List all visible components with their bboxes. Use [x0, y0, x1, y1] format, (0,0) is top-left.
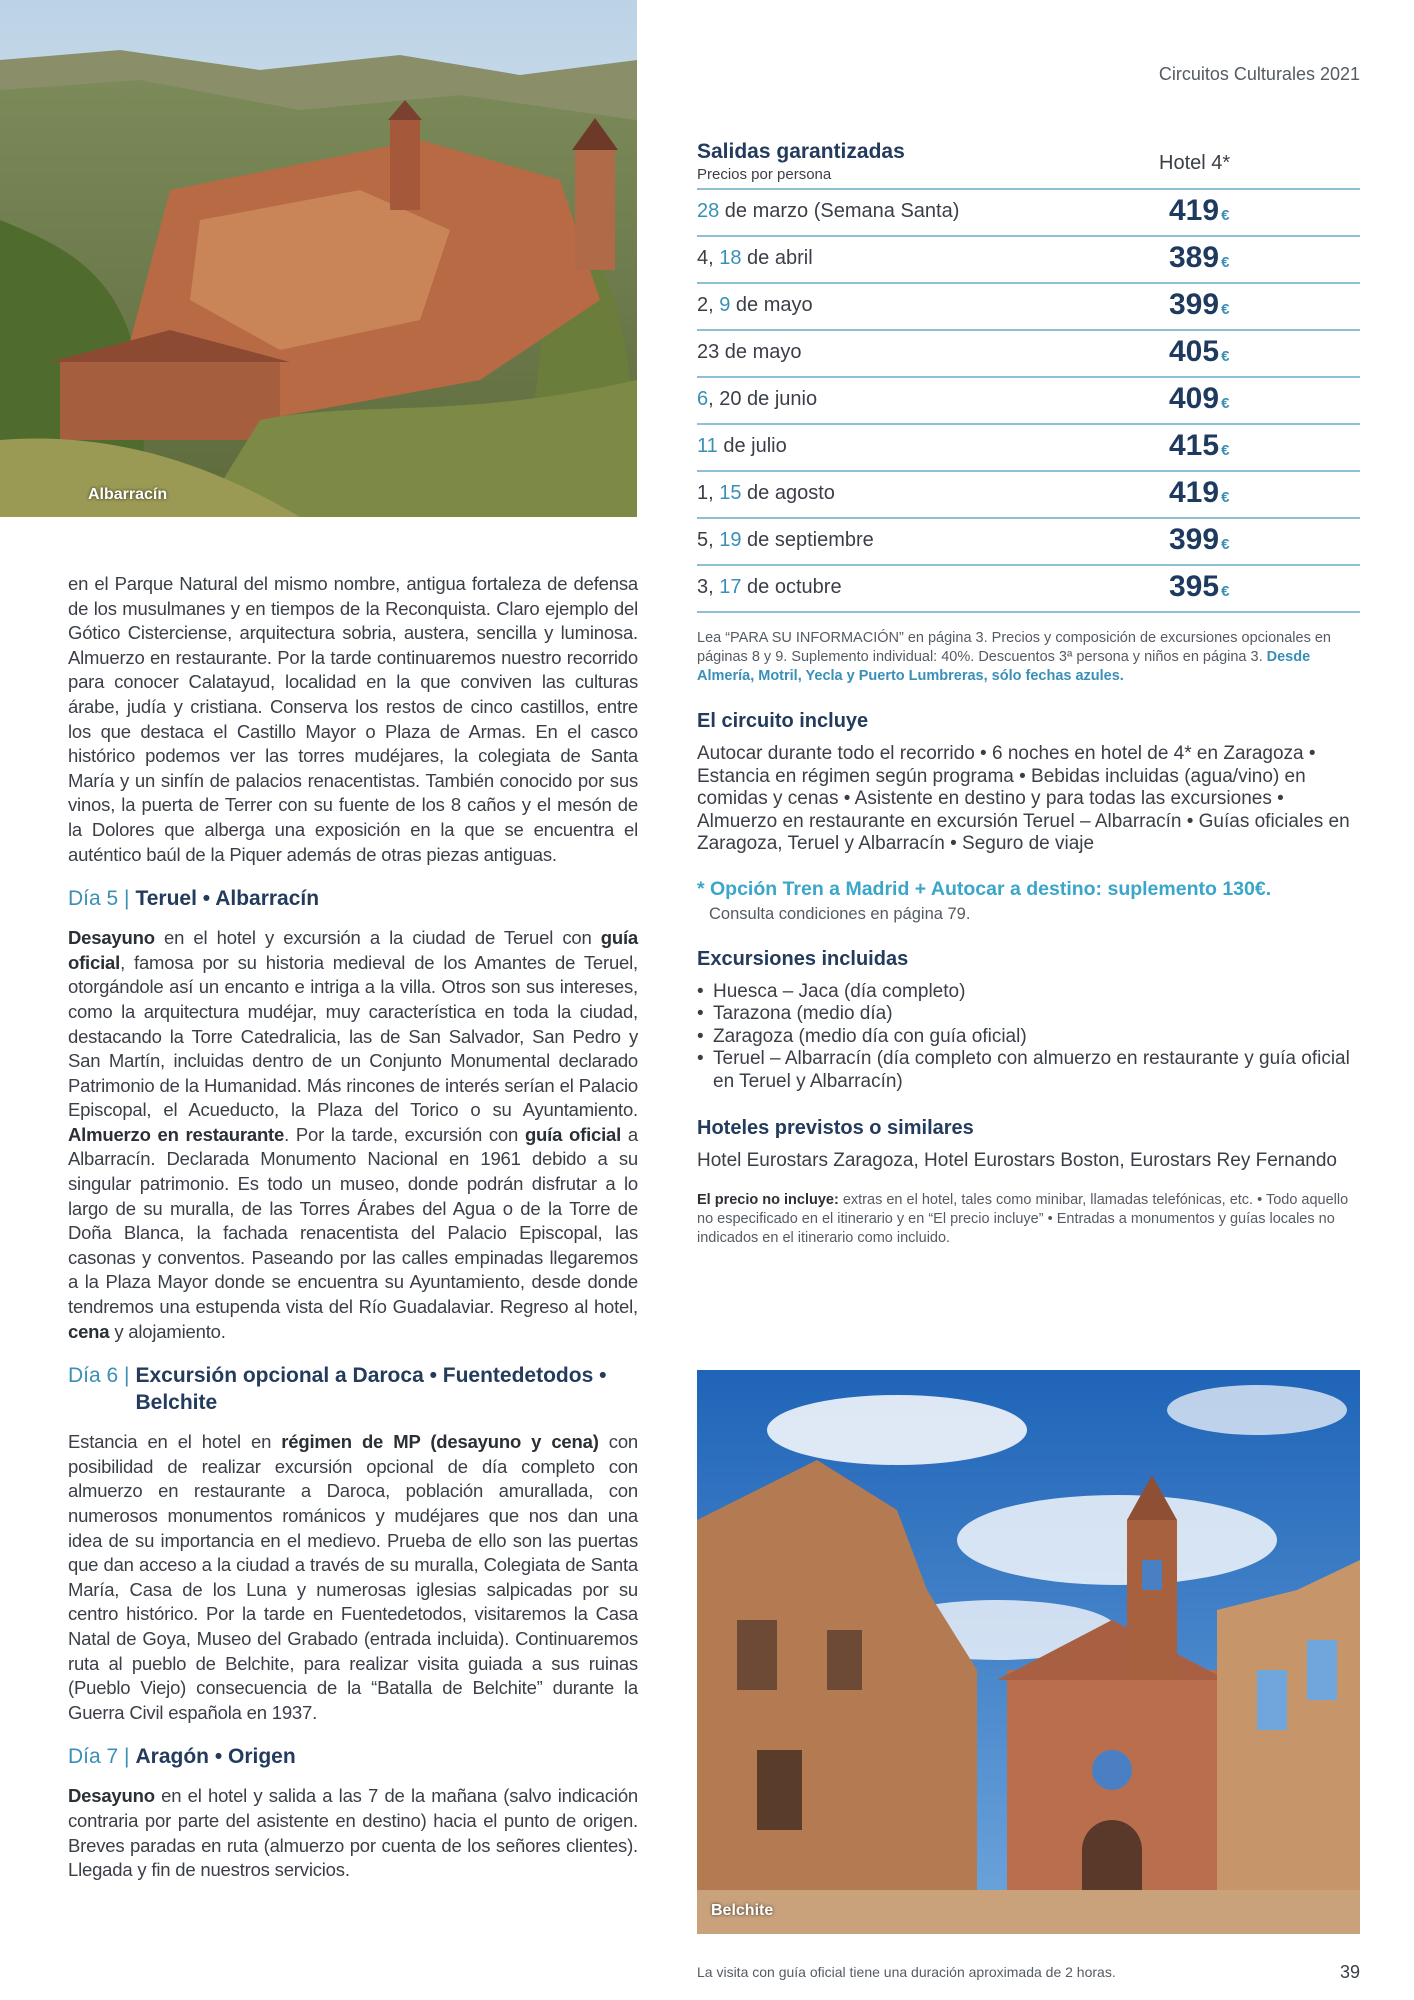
list-item: • Huesca – Jaca (día completo) — [697, 981, 1360, 1004]
departure-date: 2, 9 de mayo — [697, 294, 813, 316]
day6-title: Excursión opcional a Daroca • Fuentedetodos • Belchite — [135, 1364, 607, 1415]
day7-heading — [68, 1743, 638, 1770]
belchite-caption: Belchite — [711, 1902, 774, 1919]
departure-date: 6, 20 de junio — [697, 388, 818, 410]
hotels-text: Hotel Eurostars Zaragoza, Hotel Eurostars Boston, Eurostars Rey Fernando — [697, 1150, 1337, 1171]
day5-paragraph: Desayuno en el hotel y excursión a la ciudad de Teruel con guía oficial, famosa por su historia medieval de los Amantes de Teruel, otorgándole así un encanto e intriga a la villa. Otros son sus intereses, como la arquitectura mudéjar, muy característica en toda la ciudad, destacando la Torre Catedralicia, las de San Salvador, San Pedro y San Martín, incluidas dentro de un Conjunto Monumental declarado Patrimonio de la Humanidad. Más rincones de interés serían el Palacio Episcopal, el Acueducto, la Plaza del Torico o su Ayuntamiento. Almuerzo en restaurante. Por la tarde, excursión con guía oficial a Albarracín. Declarada Monumento Nacional en 1961 debido a su singular patrimonio. Es todo un museo, donde podrán disfrutar a lo largo de su muralla, de las Torres Árabes del Agua o de la Torre de Doña Blanca, la fachada renacentista del Palacio Episcopal, las casonas y conventos. Paseando por las calles empinadas llegaremos a la Plaza Mayor donde se encuentra su Ayuntamiento, desde donde tendremos una estupenda vista del Río Guadalaviar. Regreso al hotel, cena y alojamiento. — [68, 927, 638, 1342]
departure-date: 11 de julio — [697, 435, 787, 457]
price-value: 395 € — [1169, 570, 1230, 603]
price-row — [697, 472, 1360, 519]
departure-date: 23 de mayo — [697, 341, 802, 363]
departure-date: 3, 17 de octubre — [697, 576, 842, 598]
price-table-subtitle: Precios por persona — [697, 166, 832, 183]
itinerary-column — [68, 572, 638, 1883]
day6-heading — [68, 1362, 638, 1416]
day7-paragraph: Desayuno en el hotel y salida a las 7 de la mañana (salvo indicación contraria por parte del asistente en destino) hacia el punto de origen. Breves paradas en ruta (almuerzo por cuenta de los señores clientes). Llegada y fin de nuestros servicios. — [68, 1785, 638, 1881]
price-row — [697, 378, 1360, 425]
price-row — [697, 519, 1360, 566]
page-number: 39 — [1339, 1962, 1360, 1982]
day7-title: Aragón • Origen — [135, 1745, 296, 1769]
price-value: 415 € — [1169, 429, 1230, 462]
price-row — [697, 331, 1360, 378]
price-value: 389 € — [1169, 241, 1230, 274]
circuit-includes-title: El circuito incluye — [697, 710, 869, 732]
list-item: • Zaragoza (medio día con guía oficial) — [697, 1026, 1360, 1049]
footnote: La visita con guía oficial tiene una duración aproximada de 2 horas. — [697, 1964, 1116, 1980]
day5-title: Teruel • Albarracín — [135, 887, 320, 911]
price-row — [697, 566, 1360, 613]
day5-heading — [68, 885, 638, 912]
day7-number: Día 7 | — [68, 1745, 130, 1769]
day6-paragraph: Estancia en el hotel en régimen de MP (desayuno y cena) con posibilidad de realizar excursión opcional de día completo con almuerzo en restaurante a Daroca, población amurallada, con numerosos monumentos románicos y mudéjares que nos dan una idea de su importancia en el medievo. Prueba de ello son las puertas que dan acceso a la ciudad a través de su muralla, Colegiata de Santa María, Casa de los Luna y numerosas iglesias salpicadas por su centro histórico. Por la tarde en Fuentedetodos, visitaremos la Casa Natal de Goya, Museo del Grabado (entrada incluida). Continuaremos ruta al pueblo de Belchite, para realizar visita guiada a sus ruinas (Pueblo Viejo) consecuencia de la “Batalla de Belchite” durante la Guerra Civil española en 1937. — [68, 1431, 638, 1723]
hotels-title: Hoteles previstos o similares — [697, 1117, 974, 1139]
departure-date: 4, 18 de abril — [697, 247, 813, 269]
albarracin-photo — [0, 0, 637, 517]
circuit-includes-text: Autocar durante todo el recorrido • 6 noches en hotel de 4* en Zaragoza • Estancia en régimen según programa • Bebidas incluidas (agua/vino) en comidas y cenas • Asistente en destino y para todas las excursiones • Almuerzo en restaurante en excursión Teruel – Albarracín • Guías oficiales en Zaragoza, Teruel y Albarracín • Seguro de viaje — [697, 743, 1350, 854]
price-row — [697, 237, 1360, 284]
price-value: 399 € — [1169, 523, 1230, 556]
day5-number: Día 5 | — [68, 887, 130, 911]
price-column-label: Hotel 4* — [1159, 152, 1231, 174]
price-table-header — [697, 138, 1360, 190]
running-head: Circuitos Culturales 2021 — [1158, 64, 1360, 84]
list-item: • Teruel – Albarracín (día completo con almuerzo en restaurante y guía oficial en Teruel y Albarracín) — [697, 1048, 1360, 1093]
price-value: 405 € — [1169, 335, 1230, 368]
price-row — [697, 425, 1360, 472]
albarracin-caption: Albarracín — [88, 486, 168, 503]
info-column — [697, 138, 1360, 1248]
train-option: * Opción Tren a Madrid + Autocar a destino: suplemento 130€. — [697, 877, 1272, 900]
price-value: 419 € — [1169, 476, 1230, 509]
price-value: 399 € — [1169, 288, 1230, 321]
excursions-title: Excursiones incluidas — [697, 947, 909, 970]
price-table-title: Salidas garantizadas — [697, 140, 905, 163]
belchite-photo — [697, 1370, 1360, 1934]
departure-date: 28 de marzo (Semana Santa) — [697, 200, 960, 222]
price-value: 419 € — [1169, 194, 1230, 227]
price-row — [697, 190, 1360, 237]
price-row — [697, 284, 1360, 331]
list-item: • Tarazona (medio día) — [697, 1003, 1360, 1026]
price-table — [697, 190, 1360, 613]
departure-date: 5, 19 de septiembre — [697, 529, 874, 551]
day6-number: Día 6 | — [68, 1364, 130, 1388]
price-note: Lea “PARA SU INFORMACIÓN” en página 3. Precios y composición de excursiones opcionales en páginas 8 y 9. Suplemento individual: 40%. Descuentos 3ª persona y niños en página 3. Desde Almería, Motril, Yecla y Puerto Lumbreras, sólo fechas azules. — [697, 630, 1331, 684]
price-excludes: El precio no incluye: extras en el hotel, tales como minibar, llamadas telefónicas, etc. • Todo aquello no especificado en el itinerario y en “El precio incluye” • Entradas a monumentos y guías locales no indicados en el itinerario como incluido. — [697, 1191, 1349, 1246]
excursions-list — [697, 981, 1360, 1094]
intro-paragraph: en el Parque Natural del mismo nombre, antigua fortaleza de defensa de los musulmanes y en tiempos de la Reconquista. Claro ejemplo del Gótico Cisterciense, arquitectura sobria, austera, sencilla y luminosa. Almuerzo en restaurante. Por la tarde continuaremos nuestro recorrido para conocer Calatayud, localidad en la que conviven las culturas árabe, judía y cristiana. Conserva los restos de cinco castillos, entre los que destaca el Castillo Mayor o Plaza de Armas. En el casco histórico podemos ver las torres mudéjares, la colegiata de Santa María y un sinfín de palacios renacentistas. También conocido por sus vinos, la puerta de Terrer con su fuente de los 8 caños y el mesón de la Dolores que alberga una exposición en la que se encuentra el auténtico baúl de la Piquer además de otras piezas antiguas. — [68, 573, 638, 865]
departure-date: 1, 15 de agosto — [697, 482, 835, 504]
train-option-conditions: Consulta condiciones en página 79. — [709, 904, 971, 923]
price-value: 409 € — [1169, 382, 1230, 415]
